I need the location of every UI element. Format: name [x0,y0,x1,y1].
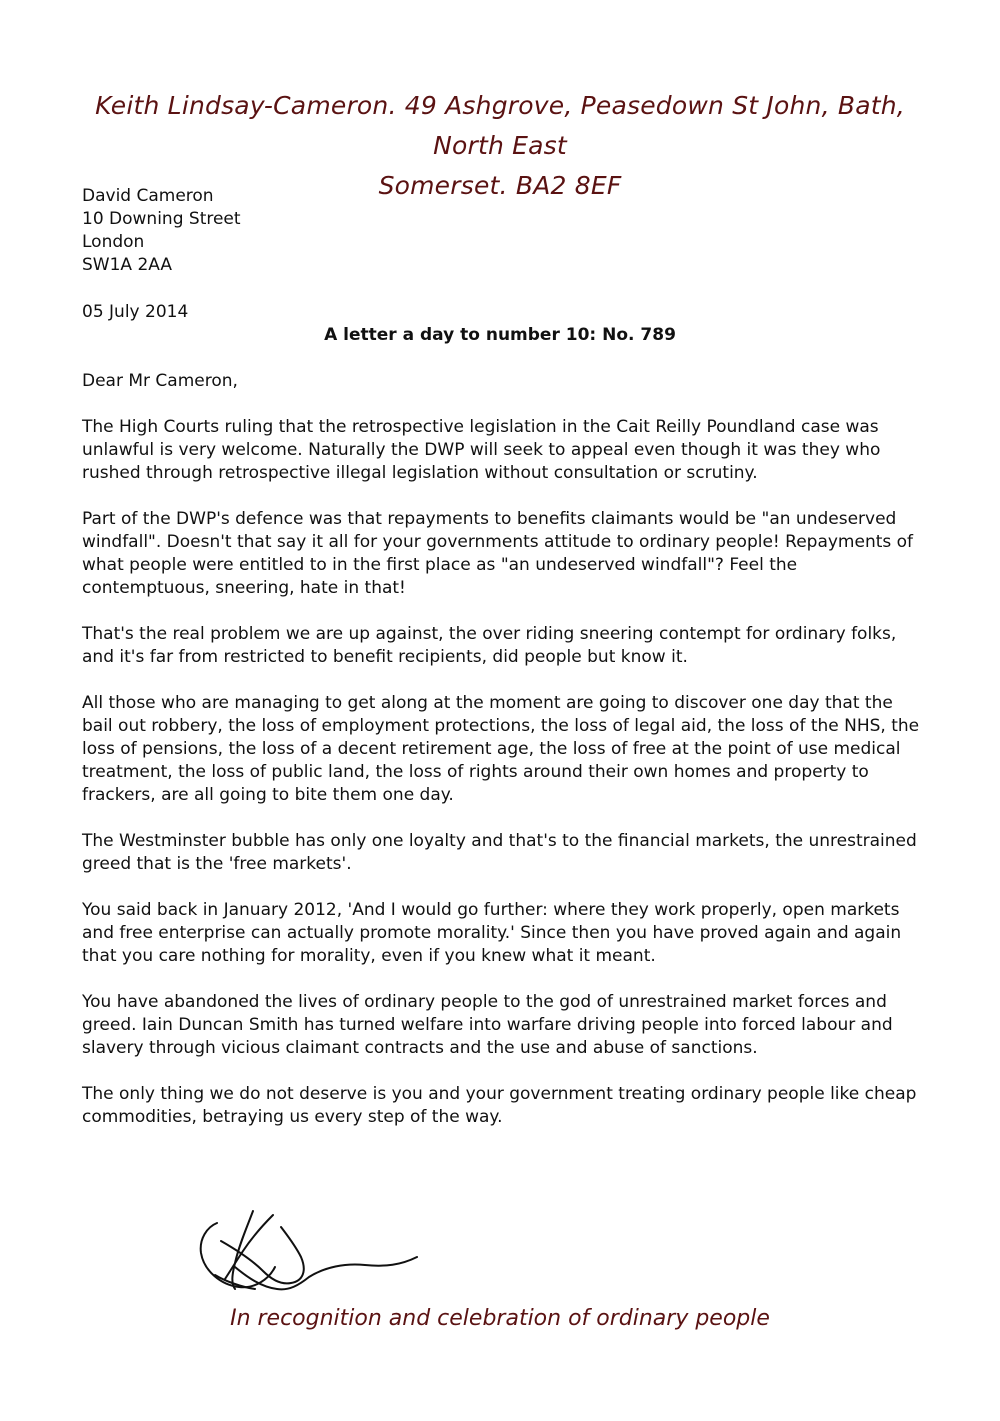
paragraph-4: All those who are managing to get along at the moment are going to discover one day that the bail out robbery, the loss of employment protections, the loss of legal aid, the loss of the NHS, the loss of pensions, the loss of a decent retirement age, the loss of free at the point of use medical treatment, the loss of public land, the loss of rights around their own homes and property to frackers, are all going to bite them one day. [82,693,920,805]
recipient-city: London [82,232,145,252]
salutation: Dear Mr Cameron, [82,371,238,391]
recipient-street: 10 Downing Street [82,209,241,229]
paragraph-7: You have abandoned the lives of ordinary people to the god of unrestrained market forces and greed. Iain Duncan Smith has turned welfare into warfare driving people into forced labour and slavery through vicious claimant contracts and the use and abuse of sanctions. [82,992,893,1058]
signature [195,1205,425,1300]
paragraph-8: The only thing we do not deserve is you and your government treating ordinary people like cheap commodities, betraying us every step of the way. [82,1084,917,1127]
recipient-postcode: SW1A 2AA [82,255,172,275]
letter-body [82,370,928,1152]
footer-tagline: In recognition and celebration of ordinary people [230,1306,770,1331]
paragraph-2: Part of the DWP's defence was that repayments to benefits claimants would be "an undeserved windfall". Doesn't that say it all for your governments attitude to ordinary people! Repayments of what people were entitled to in the first place as "an undeserved windfall"? Feel the contemptuous, sneering, hate in that! [82,509,914,598]
paragraph-1: The High Courts ruling that the retrospective legislation in the Cait Reilly Poundland case was unlawful is very welcome. Naturally the DWP will seek to appeal even though it was they who rushed through retrospective illegal legislation without consultation or scrutiny. [82,417,881,483]
letter-date: 05 July 2014 [82,302,189,322]
paragraph-6: You said back in January 2012, 'And I would go further: where they work properly, open markets and free enterprise can actually promote morality.' Since then you have proved again and again that you care nothing for morality, even if you knew what it meant. [82,900,902,966]
letterhead-line-2: Somerset. BA2 8EF [378,171,622,200]
paragraph-3: That's the real problem we are up against, the over riding sneering contempt for ordinary folks, and it's far from restricted to benefit recipients, did people but know it. [82,624,897,667]
recipient-address [82,185,241,277]
letter-heading: A letter a day to number 10: No. 789 [324,325,676,345]
paragraph-5: The Westminster bubble has only one loyalty and that's to the financial markets, the unrestrained greed that is the 'free markets'. [82,831,917,874]
recipient-name: David Cameron [82,186,214,206]
letterhead-line-1: Keith Lindsay-Cameron. 49 Ashgrove, Peasedown St John, Bath, North East [95,91,905,160]
